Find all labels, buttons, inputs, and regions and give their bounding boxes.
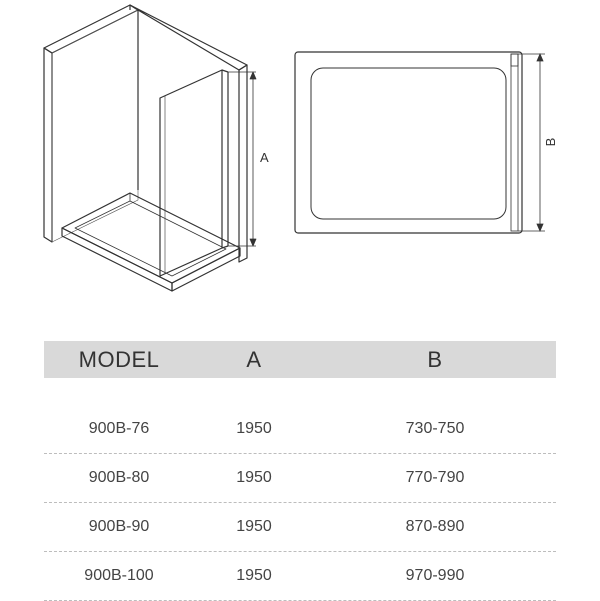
table-row [44, 454, 556, 503]
cell-b: 870-890 [405, 518, 465, 535]
cell-model: 900B-100 [84, 567, 154, 584]
table-row [44, 552, 556, 601]
table-row [44, 405, 556, 454]
dimension-a [228, 72, 256, 246]
table-row [44, 503, 556, 552]
cell-model: 900B-80 [88, 469, 150, 486]
cell-a: 1950 [236, 469, 272, 486]
model-table [44, 341, 556, 601]
dimension-b-label: B [543, 137, 558, 147]
dimension-a-label: A [260, 150, 269, 165]
header-a: A [246, 346, 262, 372]
cell-b: 970-990 [405, 567, 465, 584]
header-model: MODEL [78, 346, 160, 372]
header-b: B [427, 346, 443, 372]
shower-diagram [0, 0, 600, 300]
cell-model: 900B-90 [88, 518, 150, 535]
cell-a: 1950 [236, 420, 272, 437]
iso-back-wall [130, 5, 247, 262]
plan-view [295, 52, 545, 233]
cell-model: 900B-76 [88, 420, 150, 437]
cell-b: 770-790 [405, 469, 465, 486]
table-header [44, 341, 556, 378]
cell-a: 1950 [236, 567, 272, 584]
iso-shower-tray [62, 193, 240, 291]
table-body [44, 405, 556, 601]
cell-a: 1950 [236, 518, 272, 535]
iso-left-wall [44, 5, 138, 242]
cell-b: 730-750 [405, 420, 465, 437]
